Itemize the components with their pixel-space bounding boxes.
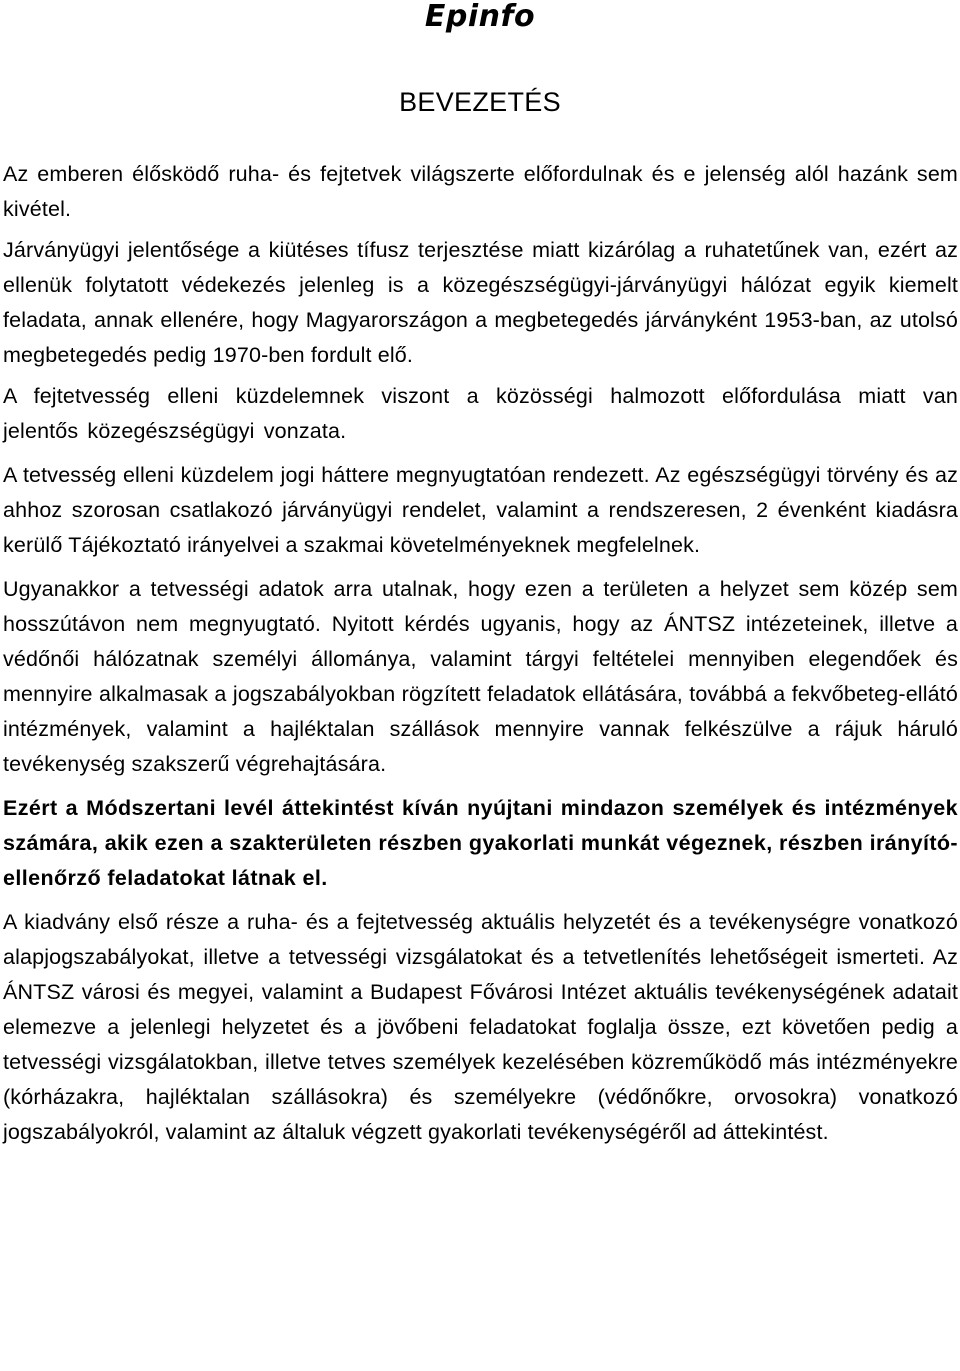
epinfo-logo: Epinfo xyxy=(424,0,536,34)
paragraph-epidemiology: Járványügyi jelentősége a kiütéses tífusz terjesztése miatt kizárólag a ruhatetűnek van, ezért az ellenük folytatott védekezés jelenleg is a közegészségügyi-járványügyi hálózat egyik kiemelt feladata, annak ellenére, hogy Magyarországon a megbetegedés járványként 1953-ban, az utolsó megbetegedés pedig 1970-ben fordult elő. xyxy=(3,238,958,367)
paragraph-current-situation: Ugyanakkor a tetvességi adatok arra utalnak, hogy ezen a területen a helyzet sem közép sem hosszútávon nem megnyugtató. Nyitott kérdés ugyanis, hogy az ÁNTSZ intézeteinek, illetve a védőnői hálózatnak személyi állománya, valamint tárgyi feltételei mennyiben elegendőek és mennyire alkalmasak a jogszabályokban rögzített feladatok ellátására, továbbá a fekvőbeteg-ellátó intézmények, valamint a hajléktalan szállások mennyire vannak felkészülve a rájuk háruló tevékenység szakszerű végrehajtására. xyxy=(3,577,958,776)
document-body xyxy=(3,157,958,1159)
paragraph-intro: Az emberen élősködő ruha- és fejtetvek világszerte előfordulnak és e jelenség alól hazánk sem kivétel. xyxy=(3,162,958,221)
paragraph-publication-overview: A kiadvány első része a ruha- és a fejtetvesség aktuális helyzetét és a tevékenységre vonatkozó alapjogszabályokat, illetve a tetvességi vizsgálatokat és a tetvetlenítés lehetőségeit ismerteti. Az ÁNTSZ városi és megyei, valamint a Budapest Fővárosi Intézet aktuális tevékenységének adatait elemezve a jelenlegi helyzetet és a jövőbeni feladatokat foglalja össze, ezt követően pedig a tetvességi vizsgálatokban, illetve tetves személyek kezelésében közreműködő más intézményekre (kórházakra, hajléktalan szállásokra) és személyekre (védőnőkre, orvosokra) vonatkozó jogszabályokról, valamint az általuk végzett gyakorlati tevékenységéről ad áttekintést. xyxy=(3,910,958,1144)
paragraph-purpose: Ezért a Módszertani levél áttekintést kíván nyújtani mindazon személyek és intézmények számára, akik ezen a szakterületen részben gyakorlati munkát végeznek, részben irányító-ellenőrző feladatokat látnak el. xyxy=(3,796,958,890)
paragraph-legal-background: A tetvesség elleni küzdelem jogi háttere megnyugtatóan rendezett. Az egészségügyi törvény és az ahhoz szorosan csatlakozó járványügyi rendelet, valamint a rendszeresen, 2 évenként kiadásra kerülő Tájékoztató irányelvei a szakmai követelményeknek megfelelnek. xyxy=(3,463,958,557)
page-title: BEVEZETÉS xyxy=(399,87,561,117)
paragraph-head-lice: A fejtetvesség elleni küzdelemnek viszont a közösségi halmozott előfordulása miatt van jelentős közegészségügyi vonzata. xyxy=(3,384,958,443)
